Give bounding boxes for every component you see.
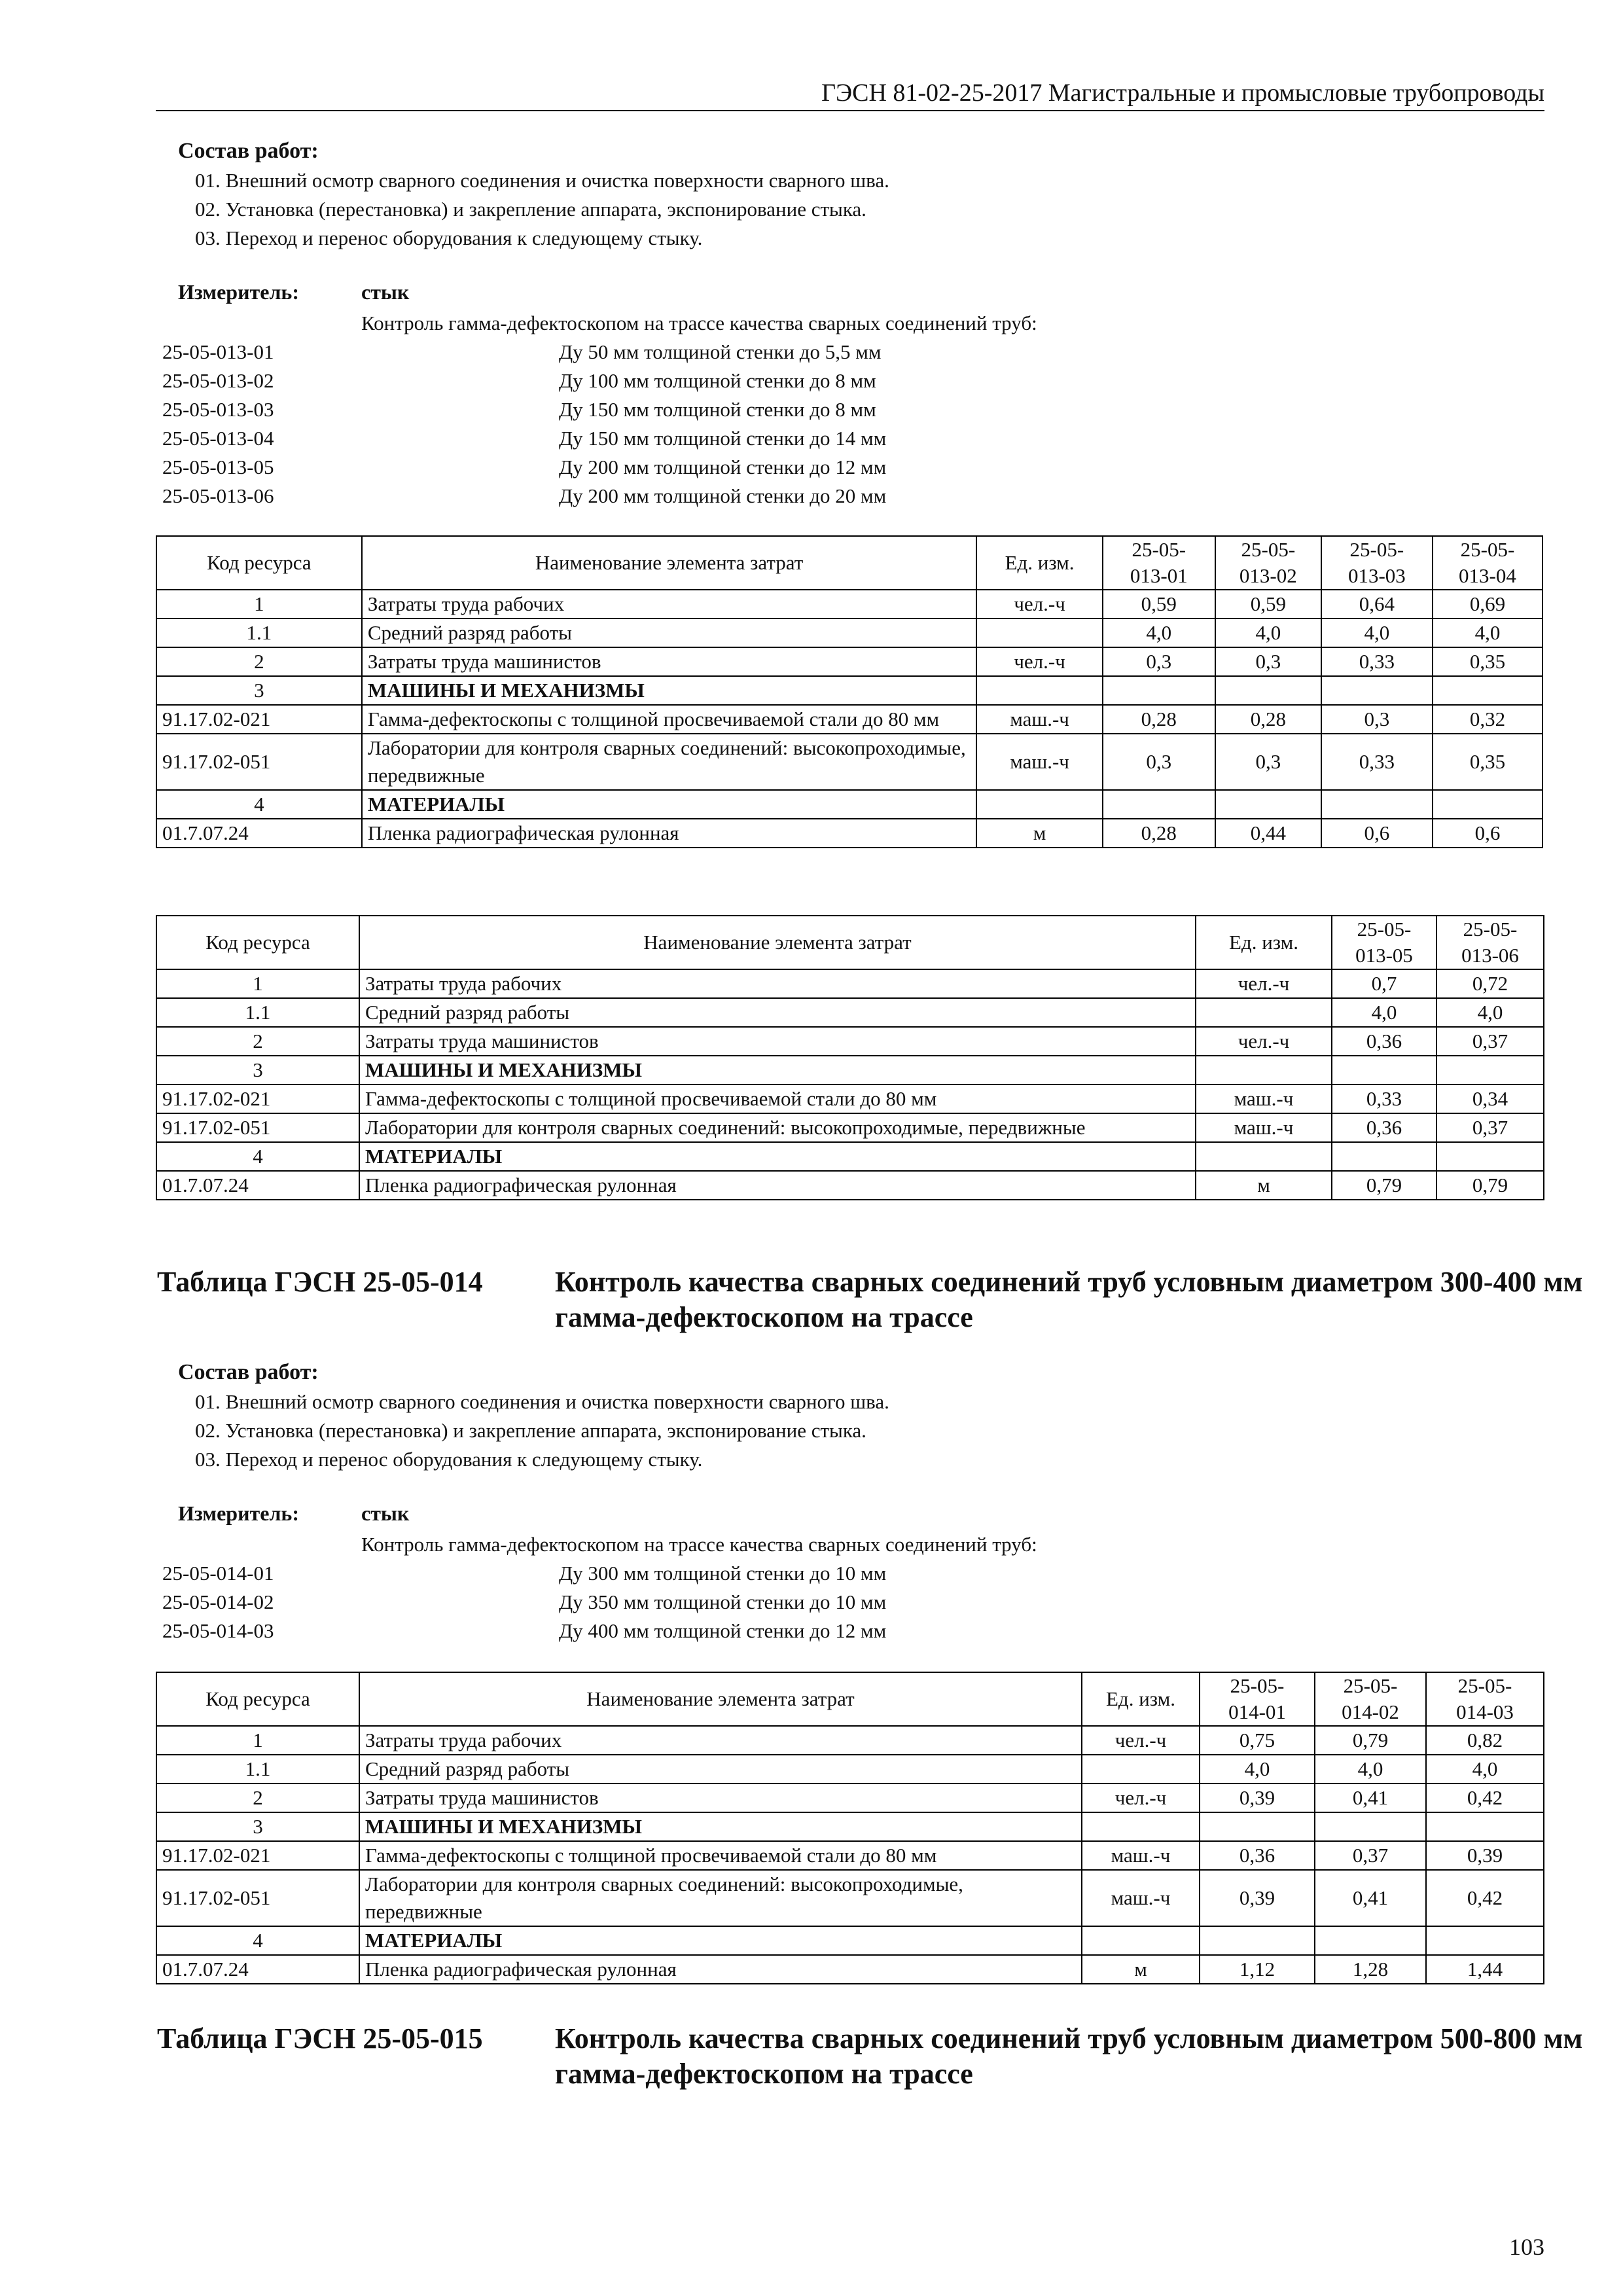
cost-element-cell: Средний разряд работы	[362, 619, 977, 647]
unit-cell: чел.-ч	[1196, 1027, 1332, 1056]
norm-code-description: Ду 200 мм толщиной стенки до 20 мм	[559, 484, 887, 507]
norm-code-row	[162, 1588, 1406, 1617]
table-row	[156, 734, 1543, 790]
header-cost-element: Наименование элемента затрат	[359, 916, 1196, 969]
table-heading-label: Таблица ГЭСН 25-05-014	[157, 1266, 483, 1298]
cost-element-cell: Затраты труда машинистов	[362, 647, 977, 676]
table-header-row	[156, 916, 1544, 969]
unit-cell	[976, 790, 1102, 819]
table-row	[156, 1955, 1544, 1984]
cost-element-cell: Пленка радиографическая рулонная	[359, 1171, 1196, 1200]
measure-unit: стык	[361, 1501, 410, 1525]
norm-code-row	[162, 338, 1406, 367]
norm-value-cell: 0,64	[1321, 590, 1433, 619]
norm-code-description: Ду 300 мм толщиной стенки до 10 мм	[559, 1562, 887, 1585]
norm-value-cell: 1,12	[1200, 1955, 1315, 1984]
resource-code-cell: 1	[156, 590, 362, 619]
table-row	[156, 1870, 1544, 1926]
header-norm-code: 25-05- 013-02	[1215, 536, 1321, 590]
norm-value-cell: 0,3	[1103, 647, 1215, 676]
norm-value-cell: 0,42	[1426, 1870, 1544, 1926]
unit-cell: м	[976, 819, 1102, 848]
unit-cell: чел.-ч	[976, 647, 1102, 676]
norm-value-cell: 4,0	[1215, 619, 1321, 647]
norm-value-cell: 0,33	[1332, 1085, 1436, 1113]
work-item: 01. Внешний осмотр сварного соединения и очистка поверхности сварного шва.	[195, 169, 889, 192]
cost-element-cell: Лаборатории для контроля сварных соединений: высокопроходимые, передвижные	[359, 1113, 1196, 1142]
norm-value-cell	[1200, 1812, 1315, 1841]
norm-value-cell: 0,33	[1321, 647, 1433, 676]
running-header: ГЭСН 81-02-25-2017 Магистральные и промысловые трубопроводы	[156, 77, 1544, 111]
norm-value-cell: 0,28	[1103, 819, 1215, 848]
norm-value-cell: 0,41	[1315, 1870, 1426, 1926]
resource-code-cell: 01.7.07.24	[156, 819, 362, 848]
norm-value-cell	[1215, 676, 1321, 705]
norm-value-cell: 0,79	[1436, 1171, 1544, 1200]
norm-code: 25-05-013-02	[162, 369, 274, 392]
table-row	[156, 676, 1543, 705]
norm-value-cell: 0,59	[1103, 590, 1215, 619]
norm-code-description: Ду 150 мм толщиной стенки до 14 мм	[559, 427, 887, 450]
header-unit: Ед. изм.	[976, 536, 1102, 590]
norm-value-cell	[1436, 1142, 1544, 1171]
header-norm-code: 25-05- 013-01	[1103, 536, 1215, 590]
cost-element-cell: Пленка радиографическая рулонная	[359, 1955, 1082, 1984]
norm-value-cell: 0,28	[1103, 705, 1215, 734]
work-item: 02. Установка (перестановка) и закрепление аппарата, экспонирование стыка.	[195, 1419, 866, 1442]
norm-value-cell	[1332, 1056, 1436, 1085]
table-row	[156, 1142, 1544, 1171]
norm-value-cell: 4,0	[1315, 1755, 1426, 1784]
norm-value-cell: 0,3	[1103, 734, 1215, 790]
resource-code-cell: 91.17.02-021	[156, 705, 362, 734]
cost-element-cell: Затраты труда рабочих	[362, 590, 977, 619]
resource-code-cell: 91.17.02-051	[156, 1870, 359, 1926]
header-cost-element: Наименование элемента затрат	[362, 536, 977, 590]
header-unit: Ед. изм.	[1082, 1672, 1200, 1726]
resource-table-013-01-04	[156, 535, 1543, 848]
resource-code-cell: 3	[156, 1812, 359, 1841]
cost-element-cell: МАТЕРИАЛЫ	[362, 790, 977, 819]
unit-cell: маш.-ч	[1082, 1870, 1200, 1926]
norm-value-cell: 4,0	[1103, 619, 1215, 647]
table-heading-title: Контроль качества сварных соединений труб условным диаметром 500-800 мм гамма-дефектоскопом на трассе	[555, 2022, 1583, 2090]
norm-value-cell: 0,35	[1433, 647, 1543, 676]
cost-element-cell: Затраты труда рабочих	[359, 1726, 1082, 1755]
cost-element-cell: Гамма-дефектоскопы с толщиной просвечиваемой стали до 80 мм	[362, 705, 977, 734]
cost-element-cell: Лаборатории для контроля сварных соединений: высокопроходимые, передвижные	[362, 734, 977, 790]
measure-description: Контроль гамма-дефектоскопом на трассе качества сварных соединений труб:	[361, 1533, 1037, 1556]
norm-code-description: Ду 350 мм толщиной стенки до 10 мм	[559, 1590, 887, 1613]
norm-code: 25-05-013-03	[162, 398, 274, 421]
cost-element-cell: Затраты труда машинистов	[359, 1784, 1082, 1812]
table-row	[156, 998, 1544, 1027]
header-norm-code: 25-05- 014-01	[1200, 1672, 1315, 1726]
page-number: 103	[1509, 2234, 1544, 2260]
table-row	[156, 819, 1543, 848]
norm-value-cell: 0,42	[1426, 1784, 1544, 1812]
unit-cell	[1082, 1755, 1200, 1784]
norm-value-cell: 0,39	[1200, 1870, 1315, 1926]
table-header-row	[156, 1672, 1544, 1726]
norm-value-cell: 0,82	[1426, 1726, 1544, 1755]
resource-code-cell: 4	[156, 1926, 359, 1955]
norm-value-cell: 0,75	[1200, 1726, 1315, 1755]
norm-code-row	[162, 424, 1406, 453]
norm-value-cell	[1321, 790, 1433, 819]
table-row	[156, 705, 1543, 734]
measure-description: Контроль гамма-дефектоскопом на трассе качества сварных соединений труб:	[361, 312, 1037, 334]
header-norm-code: 25-05- 013-05	[1332, 916, 1436, 969]
header-resource-code: Код ресурса	[156, 1672, 359, 1726]
cost-element-cell: Гамма-дефектоскопы с толщиной просвечиваемой стали до 80 мм	[359, 1085, 1196, 1113]
norm-value-cell: 0,3	[1321, 705, 1433, 734]
norm-value-cell: 0,41	[1315, 1784, 1426, 1812]
unit-cell: чел.-ч	[976, 590, 1102, 619]
resource-code-cell: 1.1	[156, 619, 362, 647]
cost-element-cell: МАТЕРИАЛЫ	[359, 1926, 1082, 1955]
resource-table-014	[156, 1672, 1544, 1984]
resource-code-cell: 91.17.02-051	[156, 1113, 359, 1142]
table-row	[156, 1726, 1544, 1755]
norm-value-cell: 0,44	[1215, 819, 1321, 848]
header-norm-code: 25-05- 014-02	[1315, 1672, 1426, 1726]
unit-cell: маш.-ч	[1082, 1841, 1200, 1870]
norm-value-cell: 1,28	[1315, 1955, 1426, 1984]
table-heading-25-05-015	[157, 2021, 1597, 2093]
norm-code: 25-05-013-05	[162, 456, 274, 478]
unit-cell: маш.-ч	[976, 705, 1102, 734]
norm-value-cell	[1200, 1926, 1315, 1955]
header-unit: Ед. изм.	[1196, 916, 1332, 969]
cost-element-cell: Пленка радиографическая рулонная	[362, 819, 977, 848]
resource-code-cell: 91.17.02-021	[156, 1841, 359, 1870]
work-item: 01. Внешний осмотр сварного соединения и очистка поверхности сварного шва.	[195, 1390, 889, 1413]
work-composition-title: Состав работ:	[178, 139, 319, 163]
cost-element-cell: Средний разряд работы	[359, 1755, 1082, 1784]
header-norm-code: 25-05- 013-06	[1436, 916, 1544, 969]
unit-cell: маш.-ч	[1196, 1085, 1332, 1113]
norm-value-cell: 4,0	[1426, 1755, 1544, 1784]
cost-element-cell: Затраты труда машинистов	[359, 1027, 1196, 1056]
norm-code-description: Ду 200 мм толщиной стенки до 12 мм	[559, 456, 887, 478]
norm-code: 25-05-014-03	[162, 1619, 274, 1642]
norm-value-cell: 0,69	[1433, 590, 1543, 619]
norm-value-cell: 0,35	[1433, 734, 1543, 790]
cost-element-cell: МАШИНЫ И МЕХАНИЗМЫ	[362, 676, 977, 705]
table-row	[156, 1085, 1544, 1113]
norm-value-cell: 4,0	[1332, 998, 1436, 1027]
norm-code-list	[162, 1559, 1406, 1645]
resource-code-cell: 1	[156, 969, 359, 998]
measure-label: Измеритель:	[178, 1501, 299, 1525]
resource-code-cell: 1	[156, 1726, 359, 1755]
cost-element-cell: Затраты труда рабочих	[359, 969, 1196, 998]
norm-value-cell	[1321, 676, 1433, 705]
norm-value-cell	[1103, 790, 1215, 819]
norm-code-row	[162, 453, 1406, 482]
work-composition-title: Состав работ:	[178, 1360, 319, 1384]
header-resource-code: Код ресурса	[156, 536, 362, 590]
measure-label: Измеритель:	[178, 280, 299, 304]
resource-code-cell: 2	[156, 1027, 359, 1056]
norm-value-cell	[1433, 790, 1543, 819]
work-item: 02. Установка (перестановка) и закрепление аппарата, экспонирование стыка.	[195, 198, 866, 221]
norm-code-row	[162, 1617, 1406, 1645]
unit-cell	[1082, 1812, 1200, 1841]
norm-value-cell: 1,44	[1426, 1955, 1544, 1984]
unit-cell: чел.-ч	[1082, 1726, 1200, 1755]
norm-code: 25-05-013-01	[162, 340, 274, 363]
table-row	[156, 1171, 1544, 1200]
resource-code-cell: 2	[156, 647, 362, 676]
norm-value-cell: 4,0	[1321, 619, 1433, 647]
norm-code-row	[162, 395, 1406, 424]
cost-element-cell: Средний разряд работы	[359, 998, 1196, 1027]
norm-code-description: Ду 150 мм толщиной стенки до 8 мм	[559, 398, 876, 421]
norm-value-cell: 0,36	[1332, 1113, 1436, 1142]
norm-value-cell: 0,6	[1321, 819, 1433, 848]
norm-code-row	[162, 367, 1406, 395]
unit-cell	[1082, 1926, 1200, 1955]
norm-code: 25-05-014-02	[162, 1590, 274, 1613]
header-resource-code: Код ресурса	[156, 916, 359, 969]
norm-value-cell	[1103, 676, 1215, 705]
norm-value-cell: 0,79	[1315, 1726, 1426, 1755]
table-heading-label: Таблица ГЭСН 25-05-015	[157, 2022, 483, 2054]
norm-value-cell: 0,3	[1215, 647, 1321, 676]
cost-element-cell: МАТЕРИАЛЫ	[359, 1142, 1196, 1171]
norm-code-row	[162, 1559, 1406, 1588]
norm-value-cell	[1436, 1056, 1544, 1085]
norm-value-cell: 0,39	[1426, 1841, 1544, 1870]
cost-element-cell: МАШИНЫ И МЕХАНИЗМЫ	[359, 1056, 1196, 1085]
norm-code: 25-05-013-06	[162, 484, 274, 507]
table-row	[156, 1755, 1544, 1784]
cost-element-cell: Гамма-дефектоскопы с толщиной просвечиваемой стали до 80 мм	[359, 1841, 1082, 1870]
cost-element-cell: МАШИНЫ И МЕХАНИЗМЫ	[359, 1812, 1082, 1841]
resource-code-cell: 4	[156, 1142, 359, 1171]
table-row	[156, 790, 1543, 819]
norm-value-cell	[1332, 1142, 1436, 1171]
norm-value-cell: 0,37	[1436, 1113, 1544, 1142]
resource-code-cell: 91.17.02-051	[156, 734, 362, 790]
measure-unit: стык	[361, 280, 410, 304]
norm-value-cell: 0,33	[1321, 734, 1433, 790]
norm-value-cell	[1215, 790, 1321, 819]
norm-value-cell: 0,72	[1436, 969, 1544, 998]
header-norm-code: 25-05- 014-03	[1426, 1672, 1544, 1726]
table-row	[156, 590, 1543, 619]
table-row	[156, 647, 1543, 676]
norm-value-cell: 0,28	[1215, 705, 1321, 734]
norm-value-cell	[1315, 1926, 1426, 1955]
table-header-row	[156, 536, 1543, 590]
unit-cell: м	[1196, 1171, 1332, 1200]
norm-code-description: Ду 50 мм толщиной стенки до 5,5 мм	[559, 340, 882, 363]
norm-value-cell: 0,39	[1200, 1784, 1315, 1812]
resource-code-cell: 91.17.02-021	[156, 1085, 359, 1113]
norm-value-cell	[1426, 1926, 1544, 1955]
unit-cell	[1196, 998, 1332, 1027]
norm-code-description: Ду 100 мм толщиной стенки до 8 мм	[559, 369, 876, 392]
header-norm-code: 25-05- 013-03	[1321, 536, 1433, 590]
header-cost-element: Наименование элемента затрат	[359, 1672, 1082, 1726]
norm-value-cell: 4,0	[1200, 1755, 1315, 1784]
norm-code: 25-05-013-04	[162, 427, 274, 450]
resource-code-cell: 3	[156, 1056, 359, 1085]
norm-value-cell: 0,37	[1436, 1027, 1544, 1056]
table-row	[156, 1113, 1544, 1142]
resource-table-013-05-06	[156, 915, 1544, 1200]
unit-cell	[976, 619, 1102, 647]
norm-value-cell: 0,79	[1332, 1171, 1436, 1200]
resource-code-cell: 4	[156, 790, 362, 819]
unit-cell: маш.-ч	[1196, 1113, 1332, 1142]
table-row	[156, 969, 1544, 998]
table-row	[156, 1926, 1544, 1955]
unit-cell	[976, 676, 1102, 705]
table-row	[156, 1784, 1544, 1812]
norm-value-cell	[1426, 1812, 1544, 1841]
unit-cell: чел.-ч	[1082, 1784, 1200, 1812]
unit-cell	[1196, 1056, 1332, 1085]
norm-value-cell	[1315, 1812, 1426, 1841]
norm-value-cell: 0,34	[1436, 1085, 1544, 1113]
norm-value-cell: 4,0	[1436, 998, 1544, 1027]
header-norm-code: 25-05- 013-04	[1433, 536, 1543, 590]
norm-code-list	[162, 338, 1406, 511]
table-row	[156, 619, 1543, 647]
norm-code-description: Ду 400 мм толщиной стенки до 12 мм	[559, 1619, 887, 1642]
table-row	[156, 1812, 1544, 1841]
norm-value-cell: 0,7	[1332, 969, 1436, 998]
norm-value-cell: 0,36	[1332, 1027, 1436, 1056]
cost-element-cell: Лаборатории для контроля сварных соединений: высокопроходимые, передвижные	[359, 1870, 1082, 1926]
resource-code-cell: 3	[156, 676, 362, 705]
unit-cell	[1196, 1142, 1332, 1171]
unit-cell: маш.-ч	[976, 734, 1102, 790]
table-row	[156, 1027, 1544, 1056]
norm-value-cell: 0,37	[1315, 1841, 1426, 1870]
norm-value-cell: 0,3	[1215, 734, 1321, 790]
table-row	[156, 1841, 1544, 1870]
unit-cell: м	[1082, 1955, 1200, 1984]
norm-code: 25-05-014-01	[162, 1562, 274, 1585]
work-item: 03. Переход и перенос оборудования к следующему стыку.	[195, 226, 703, 249]
norm-value-cell	[1433, 676, 1543, 705]
resource-code-cell: 1.1	[156, 998, 359, 1027]
work-item: 03. Переход и перенос оборудования к следующему стыку.	[195, 1448, 703, 1471]
table-heading-25-05-014	[157, 1265, 1597, 1336]
table-row	[156, 1056, 1544, 1085]
norm-value-cell: 4,0	[1433, 619, 1543, 647]
norm-value-cell: 0,36	[1200, 1841, 1315, 1870]
norm-code-row	[162, 482, 1406, 511]
norm-value-cell: 0,6	[1433, 819, 1543, 848]
norm-value-cell: 0,59	[1215, 590, 1321, 619]
unit-cell: чел.-ч	[1196, 969, 1332, 998]
resource-code-cell: 01.7.07.24	[156, 1171, 359, 1200]
norm-value-cell: 0,32	[1433, 705, 1543, 734]
resource-code-cell: 2	[156, 1784, 359, 1812]
resource-code-cell: 01.7.07.24	[156, 1955, 359, 1984]
table-heading-title: Контроль качества сварных соединений труб условным диаметром 300-400 мм гамма-дефектоскопом на трассе	[555, 1266, 1583, 1333]
resource-code-cell: 1.1	[156, 1755, 359, 1784]
